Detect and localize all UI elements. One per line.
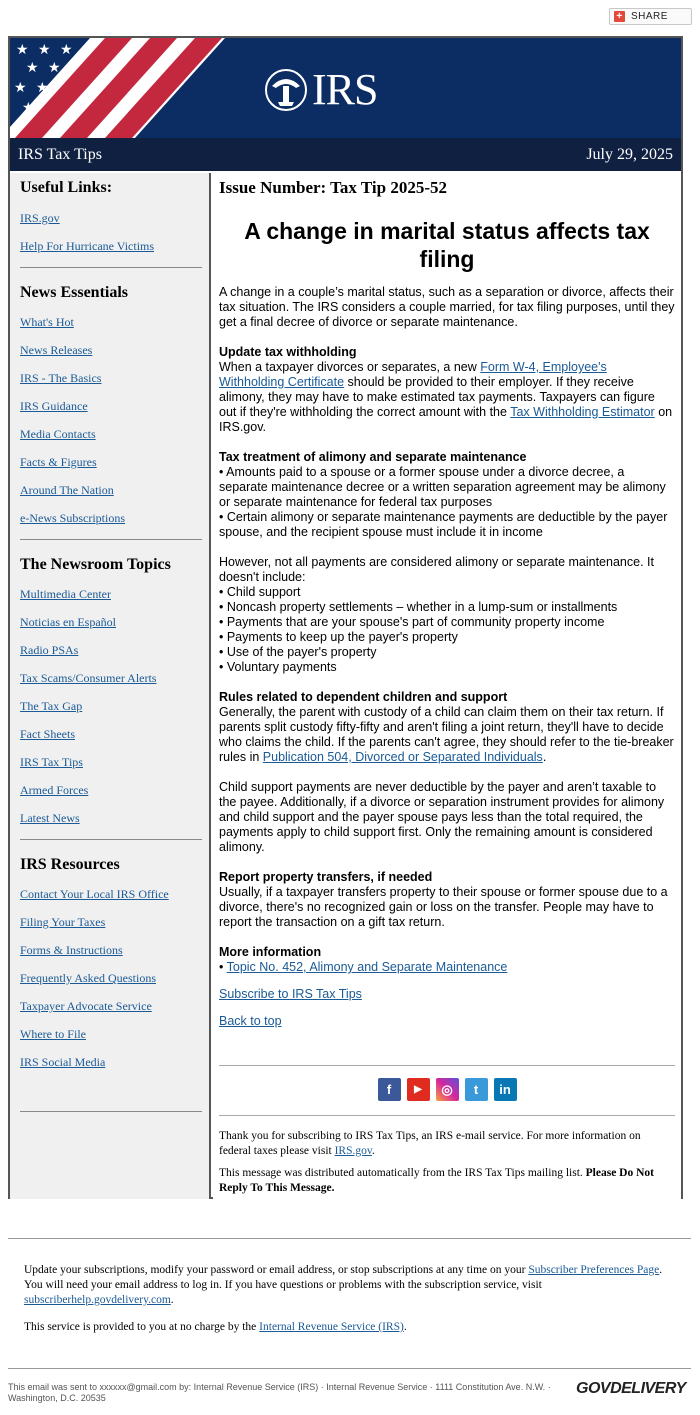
sidebar-resource-link-5[interactable]: Where to File <box>20 1027 86 1041</box>
sidebar-resource-link-6[interactable]: IRS Social Media <box>20 1055 106 1069</box>
sidebar-resource-link-4[interactable]: Taxpayer Advocate Service <box>20 999 152 1013</box>
divider <box>8 1238 691 1239</box>
sidebar-newsroom-link-3[interactable]: Tax Scams/Consumer Alerts <box>20 671 157 685</box>
text: . <box>371 1145 375 1157</box>
resources-title: IRS Resources <box>20 856 120 873</box>
section-property <box>219 870 675 930</box>
useful-links-title: Useful Links: <box>20 179 113 196</box>
twitter-icon[interactable]: t <box>465 1078 488 1101</box>
footer-irs-link[interactable]: IRS.gov <box>334 1145 372 1157</box>
section-title: Tax treatment of alimony and separate maintenance <box>219 450 527 464</box>
section-children <box>219 690 675 765</box>
article <box>213 173 681 1199</box>
plus-icon: + <box>614 11 625 22</box>
sidebar-news-link-5[interactable]: Facts & Figures <box>20 455 97 469</box>
sidebar-link-irs-gov[interactable]: IRS.gov <box>20 211 60 225</box>
text: . <box>170 1294 174 1306</box>
newsletter-title: IRS Tax Tips <box>18 145 102 163</box>
sidebar-resource-link-0[interactable]: Contact Your Local IRS Office <box>20 887 169 901</box>
svg-text:★: ★ <box>36 80 49 96</box>
irs-logo-text: IRS <box>312 65 378 114</box>
divider <box>219 1115 675 1116</box>
bullet: • Certain alimony or separate maintenance payments are deductible by the payer spouse, and the recipient spouse must include it in income <box>219 510 668 539</box>
svg-text:★: ★ <box>48 60 61 76</box>
text: . You will need your email address to log in. If you have questions or problems with the subscription service, visit <box>24 1264 663 1291</box>
sidebar-news-link-7[interactable]: e-News Subscriptions <box>20 511 125 525</box>
sidebar-newsroom-link-7[interactable]: Armed Forces <box>20 783 89 797</box>
form-w4-link[interactable]: Form W-4, Employee's Withholding Certificate <box>219 360 607 389</box>
linkedin-icon[interactable]: in <box>494 1078 517 1101</box>
svg-text:★: ★ <box>26 60 39 76</box>
sent-to-note: This email was sent to xxxxxx@gmail.com by: Internal Revenue Service (IRS) · Internal Revenue Service · 1111 Constitution Ave. N.W. · Washington, D.C. 20535 <box>8 1382 551 1403</box>
section-title: Update tax withholding <box>219 345 357 359</box>
section-title: Rules related to dependent children and support <box>219 690 508 704</box>
section-title: Report property transfers, if needed <box>219 870 433 884</box>
share-button[interactable] <box>609 8 692 25</box>
text: This service is provided to you at no charge by the <box>24 1321 260 1333</box>
title-bar <box>10 138 681 171</box>
sidebar-link-hurricane[interactable]: Help For Hurricane Victims <box>20 239 155 253</box>
exclusion-item: • Use of the payer's property <box>219 645 377 659</box>
sidebar-resource-link-1[interactable]: Filing Your Taxes <box>20 915 106 929</box>
social-links <box>219 1078 675 1101</box>
section-withholding <box>219 345 675 435</box>
svg-text:★: ★ <box>16 42 29 58</box>
topic-452-link[interactable]: Topic No. 452, Alimony and Separate Maintenance <box>226 960 508 974</box>
text: Generally, the parent with custody of a child can claim them on their tax return. If parents split custody fifty-fifty and aren't filing a joint return, they'll have to decide who claims the child. If the parents can't agree, they should refer to the tie-breaker rules in <box>219 705 674 764</box>
subscription-note <box>24 1263 674 1308</box>
text: . <box>542 750 547 764</box>
sidebar-news-link-3[interactable]: IRS Guidance <box>20 399 88 413</box>
eagle-icon <box>264 68 308 112</box>
sidebar-newsroom-link-6[interactable]: IRS Tax Tips <box>20 755 83 769</box>
text: Usually, if a taxpayer transfers property to their spouse or former spouse due to a divorce, there's no recognized gain or loss on the transfer. People may have to report the transaction on a gift tax return. <box>219 885 668 929</box>
subscriber-preferences-link[interactable]: Subscriber Preferences Page <box>528 1264 660 1276</box>
sidebar-newsroom-link-0[interactable]: Multimedia Center <box>20 587 111 601</box>
sidebar-resource-link-2[interactable]: Forms & Instructions <box>20 943 123 957</box>
svg-text:★: ★ <box>22 100 35 116</box>
sidebar-newsroom-link-2[interactable]: Radio PSAs <box>20 643 79 657</box>
svg-text:★: ★ <box>14 80 27 96</box>
intro-paragraph: A change in a couple’s marital status, such as a separation or divorce, affects their tax situation. The IRS considers a couple married, for tax filing purposes, until they get a final decree of divorce or separate maintenance. <box>219 285 675 329</box>
sidebar-newsroom-link-1[interactable]: Noticias en Español <box>20 615 116 629</box>
news-essentials-title: News Essentials <box>20 284 129 301</box>
share-label: SHARE <box>631 11 668 22</box>
sidebar-news-link-1[interactable]: News Releases <box>20 343 93 357</box>
newsletter-frame <box>8 36 683 1199</box>
sidebar-news-link-0[interactable]: What's Hot <box>20 315 74 329</box>
exclusion-item: • Payments to keep up the payer's property <box>219 630 458 644</box>
sidebar-newsroom-link-4[interactable]: The Tax Gap <box>20 699 83 713</box>
youtube-icon[interactable]: ▶ <box>407 1078 430 1101</box>
text: Thank you for subscribing to IRS Tax Tips, an IRS e-mail service. For more information on federal taxes please visit <box>219 1130 641 1157</box>
flag-graphic <box>10 38 240 138</box>
banner <box>10 38 681 138</box>
text: However, not all payments are considered alimony or separate maintenance. It doesn't include: <box>219 555 654 584</box>
bullet: • <box>219 960 227 974</box>
sidebar-news-link-4[interactable]: Media Contacts <box>20 427 96 441</box>
section-alimony <box>219 450 675 540</box>
article-headline: A change in marital status affects tax filing <box>244 218 650 272</box>
newsroom-title: The Newsroom Topics <box>20 556 171 573</box>
sidebar <box>10 173 211 1199</box>
instagram-icon[interactable]: ◎ <box>436 1078 459 1101</box>
thanks-note <box>219 1129 675 1159</box>
irs-logo <box>264 65 378 114</box>
divider <box>8 1368 691 1369</box>
sidebar-newsroom-link-5[interactable]: Fact Sheets <box>20 727 75 741</box>
exclusion-item: • Voluntary payments <box>219 660 337 674</box>
publication-504-link[interactable]: Publication 504, Divorced or Separated Individuals <box>262 750 543 764</box>
exclusion-item: • Payments that are your spouse's part of community property income <box>219 615 605 629</box>
divider <box>20 1111 202 1112</box>
section-exclusions <box>219 555 675 675</box>
exclusion-item: • Child support <box>219 585 301 599</box>
svg-text:★: ★ <box>60 42 73 58</box>
divider <box>219 1065 675 1066</box>
text: When a taxpayer divorces or separates, a new <box>219 360 481 374</box>
sidebar-newsroom-link-8[interactable]: Latest News <box>20 811 80 825</box>
sidebar-news-link-6[interactable]: Around The Nation <box>20 483 114 497</box>
text: should be provided to their employer. If they receive alimony, they may have to make estimated tax payments. Taxpayers can figure out if they're withholding the correct amount with the <box>219 375 655 419</box>
facebook-icon[interactable]: f <box>378 1078 401 1101</box>
section-more-info <box>219 945 675 975</box>
text: on IRS.gov. <box>219 405 673 434</box>
text: This message was distributed automatically from the IRS Tax Tips mailing list. <box>219 1167 586 1179</box>
irs-link[interactable]: Internal Revenue Service (IRS) <box>259 1321 404 1333</box>
issue-number: Issue Number: Tax Tip 2025-52 <box>219 178 447 197</box>
child-support-paragraph: Child support payments are never deductible by the payer and aren’t taxable to the payee. Additionally, if a divorce or separation instrument provides for alimony and child support and the payer spouse pays less than the total required, the payments apply to child support first. Only the remaining amount is considered alimony. <box>219 780 665 854</box>
sidebar-news-link-2[interactable]: IRS - The Basics <box>20 371 102 385</box>
section-title: More information <box>219 945 322 959</box>
issue-date: July 29, 2025 <box>586 145 673 163</box>
bullet: • Amounts paid to a spouse or a former spouse under a divorce decree, a separate maintenance decree or a written separation agreement may be alimony or separate maintenance for federal tax purposes <box>219 465 666 509</box>
do-not-reply: Please Do Not Reply To This Message. <box>219 1167 654 1194</box>
auto-note <box>219 1166 675 1196</box>
back-to-top-link[interactable]: Back to top <box>219 1014 282 1028</box>
sidebar-resource-link-3[interactable]: Frequently Asked Questions <box>20 971 156 985</box>
text: Update your subscriptions, modify your password or email address, or stop subscriptions at any time on your <box>24 1264 529 1276</box>
subscribe-link[interactable]: Subscribe to IRS Tax Tips <box>219 987 362 1001</box>
govdelivery-logo[interactable]: GOVDELIVERY <box>576 1380 686 1397</box>
exclusion-item: • Noncash property settlements – whether in a lump-sum or installments <box>219 600 618 614</box>
subscriberhelp-link[interactable]: subscriberhelp.govdelivery.com <box>24 1294 171 1306</box>
service-note <box>24 1320 674 1335</box>
text: . <box>403 1321 407 1333</box>
svg-text:★: ★ <box>38 42 51 58</box>
withholding-estimator-link[interactable]: Tax Withholding Estimator <box>510 405 655 419</box>
